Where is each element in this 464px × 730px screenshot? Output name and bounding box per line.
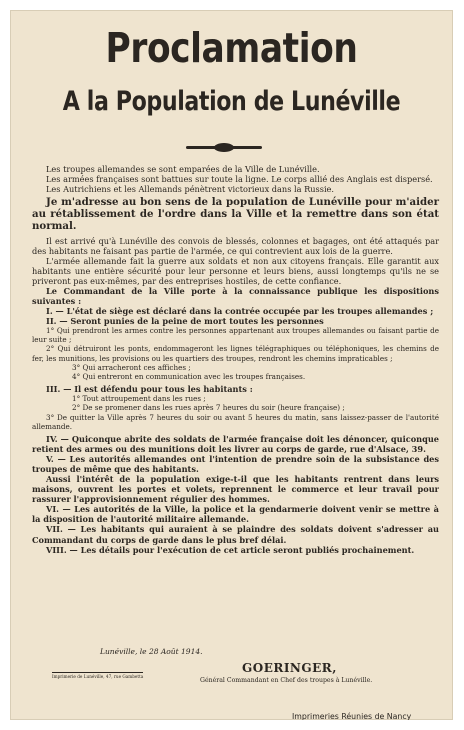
proclamation-body (32, 164, 439, 555)
paragraph-1: Les troupes allemandes se sont emparées de la Ville de Lunéville. (46, 164, 320, 174)
proclamation-poster (10, 10, 453, 720)
paragraph-3: Les Autrichiens et les Allemands pénètrent victorieux dans la Russie. (46, 184, 335, 195)
article-3-item-1: 1° Tout attroupement dans les rues ; (72, 394, 206, 404)
signature-title: Général Commandant en Chef des troupes à Lunéville. (200, 677, 373, 684)
article-2-item-4: 4° Qui entreront en communication avec les troupes françaises. (72, 371, 306, 381)
article-3: III. — Il est défendu pour tous les habitants : (46, 384, 253, 395)
page-subtitle: A la Population de Lunéville (62, 86, 401, 117)
article-2-item-2: 2° Qui détruiront les ponts, endommageront les lignes télégraphiques ou téléphoniques, les chemins de fer, les munitions, les provisions ou les quartiers des troupes, rendront les chemins impraticables ; (32, 344, 439, 363)
article-1: I. — L'état de siège est déclaré dans la contrée occupée par les troupes allemandes ; (46, 305, 434, 316)
article-3-item-3: 3° De quitter la Ville après 7 heures du soir ou avant 5 heures du matin, sans laissez-passer de l'autorité allemande. (32, 412, 439, 431)
article-2-item-3: 3° Qui arracheront ces affiches ; (72, 362, 191, 372)
paragraph-5: Il est arrivé qu'à Lunéville des convois de blessés, colonnes et bagages, ont été attaqués par des habitants ne faisant pas partie de l'armée, ce qui contrevient aux lois de la guerre. (32, 235, 439, 256)
paragraph-6: L'armée allemande fait la guerre aux soldats et non aux citoyens français. Elle garantit aux habitants une entière sécurité pour leur personne et leurs biens, aussi longtemps qu'ils ne se priveront pas eux-mêmes, par des entreprises hostiles, de cette confiance. (32, 255, 439, 286)
paragraph-7: Le Commandant de la Ville porte à la connaissance publique les dispositions suivantes : (32, 285, 439, 306)
article-2-item-1: 1° Qui prendront les armes contre les personnes appartenant aux troupes allemandes ou faisant partie de leur suite ; (32, 325, 439, 345)
proclamation-date: Lunéville, le 28 Août 1914. (100, 647, 203, 656)
printer-small-print: Imprimerie de Lunéville, 47, rue Gambetta (52, 674, 144, 679)
article-4: IV. — Quiconque abrite des soldats de l'armée française doit les dénoncer, quiconque retient des armes ou des munitions doit les livrer au corps de garde, rue d'Alsace, 39. (32, 434, 439, 455)
printer-credit: Imprimeries Réunies de Nancy (292, 712, 412, 720)
page-title: Proclamation (105, 24, 358, 72)
article-5: V. — Les autorités allemandes ont l'intention de prendre soin de la subsistance des troupes de même que des habitants. (32, 454, 439, 475)
paragraph-4: Je m'adresse au bon sens de la population de Lunéville pour m'aider au rétablissement de l'ordre dans la Ville et la remettre dans son état normal. (32, 196, 439, 232)
article-5-continued: Aussi l'intérêt de la population exige-t-il que les habitants rentrent dans leurs maisons, ouvrent les portes et volets, reprennent le commerce et leur travail pour rassurer l'approvisionnement régulier des hommes. (32, 474, 439, 505)
article-2: II. — Seront punies de la peine de mort toutes les personnes (46, 315, 324, 326)
article-8: VIII. — Les détails pour l'exécution de cet article seront publiés prochainement. (46, 544, 415, 555)
article-3-item-2: 2° De se promener dans les rues après 7 heures du soir (heure française) ; (72, 403, 345, 413)
article-6: VI. — Les autorités de la Ville, la police et la gendarmerie doivent venir se mettre à la disposition de l'autorité militaire allemande. (32, 504, 439, 525)
article-7: VII. — Les habitants qui auraient à se plaindre des soldats doivent s'adresser au Commandant du corps de garde dans le plus bref délai. (32, 524, 439, 545)
signature-name: GOERINGER, (242, 661, 337, 675)
ornamental-rule (186, 146, 262, 149)
paragraph-2: Les armées françaises sont battues sur toute la ligne. Le corps allié des Anglais est dispersé. (46, 174, 433, 185)
